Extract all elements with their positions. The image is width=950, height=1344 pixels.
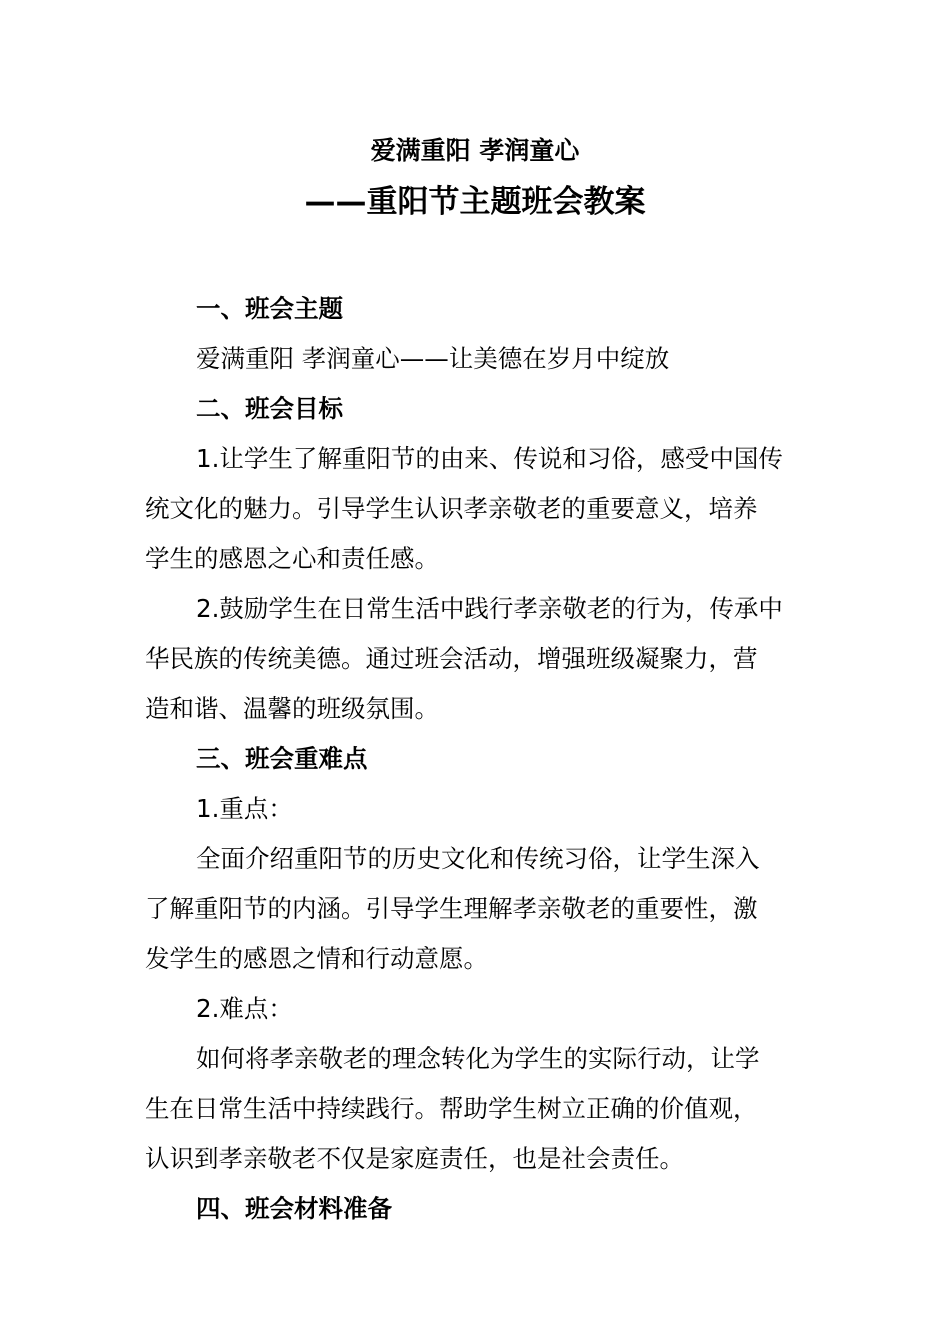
paragraph-line: 统文化的魅力。引导学生认识孝亲敬老的重要意义，培养 — [145, 494, 758, 523]
paragraph-line: 生在日常生活中持续践行。帮助学生树立正确的价值观， — [145, 1094, 758, 1123]
goal-paragraph-1 — [145, 434, 807, 584]
section-heading-theme: 一、班会主题 — [196, 294, 343, 323]
goal-paragraph-2 — [145, 584, 807, 734]
section-text-theme: 爱满重阳 孝润童心——让美德在岁月中绽放 — [196, 344, 670, 373]
paragraph-line: 如何将孝亲敬老的理念转化为学生的实际行动，让学 — [196, 1044, 760, 1073]
paragraph-line: 学生的感恩之心和责任感。 — [145, 544, 439, 573]
paragraph-line: 认识到孝亲敬老不仅是家庭责任，也是社会责任。 — [145, 1144, 684, 1173]
section-heading-goals: 二、班会目标 — [196, 394, 343, 423]
paragraph-line: 2.鼓励学生在日常生活中践行孝亲敬老的行为，传承中 — [196, 594, 783, 623]
paragraph-line: 华民族的传统美德。通过班会活动，增强班级凝聚力，营 — [145, 644, 758, 673]
paragraph-line: 了解重阳节的内涵。引导学生理解孝亲敬老的重要性，激 — [145, 894, 758, 923]
section-heading-materials: 四、班会材料准备 — [196, 1194, 392, 1223]
paragraph-line: 造和谐、温馨的班级氛围。 — [145, 694, 439, 723]
difficulty-label: 2.难点： — [196, 994, 293, 1023]
document-subtitle: ——重阳节主题班会教案 — [304, 184, 646, 220]
difficulty-paragraph — [145, 1034, 807, 1184]
paragraph-line: 1.让学生了解重阳节的由来、传说和习俗，感受中国传 — [196, 444, 783, 473]
paragraph-line: 全面介绍重阳节的历史文化和传统习俗，让学生深入 — [196, 844, 760, 873]
paragraph-line: 发学生的感恩之情和行动意愿。 — [145, 944, 488, 973]
section-heading-key-points: 三、班会重难点 — [196, 744, 368, 773]
document-body — [145, 284, 807, 1234]
key-point-paragraph — [145, 834, 807, 984]
key-point-label: 1.重点： — [196, 794, 293, 823]
document-title: 爱满重阳 孝润童心 — [370, 136, 580, 165]
